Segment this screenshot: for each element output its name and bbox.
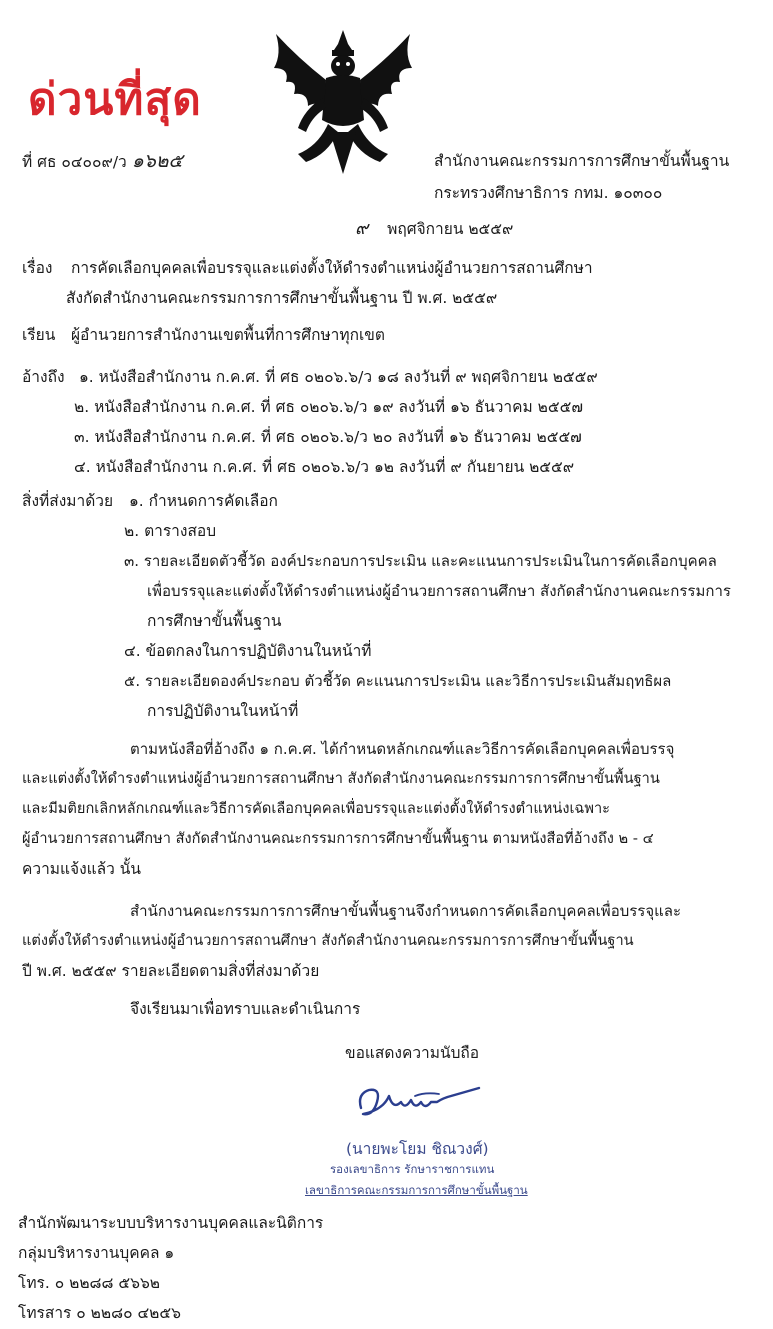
- enclosure-line-1: [22, 492, 278, 511]
- document-date: [355, 218, 513, 240]
- body-paragraph-2-line: ปี พ.ศ. ๒๕๕๙ รายละเอียดตามสิ่งที่ส่งมาด้วย: [22, 962, 320, 980]
- garuda-emblem-icon: [268, 28, 418, 176]
- footer-group: กลุ่มบริหารงานบุคคล ๑: [18, 1244, 175, 1262]
- enclosures-label: สิ่งที่ส่งมาด้วย: [22, 492, 114, 510]
- signer-name: (นายพะโยม ชิณวงศ์): [346, 1140, 489, 1158]
- body-paragraph-2-line: แต่งตั้งให้ดำรงตำแหน่งผู้อำนวยการสถานศึกษา สังกัดสำนักงานคณะกรรมการการศึกษาขั้นพื้นฐาน: [22, 932, 634, 949]
- subject-text-1: การคัดเลือกบุคคลเพื่อบรรจุและแต่งตั้งให้ดำรงตำแหน่งผู้อำนวยการสถานศึกษา: [70, 259, 593, 277]
- body-paragraph-1-line: ผู้อำนวยการสถานศึกษา สังกัดสำนักงานคณะกรรมการการศึกษาขั้นพื้นฐาน ตามหนังสือที่อ้างถึง ๒ - ๔: [22, 830, 654, 847]
- reference-item: ๑. หนังสือสำนักงาน ก.ค.ศ. ที่ ศธ ๐๒๐๖.๖/ว ๑๘ ลงวันที่ ๙ พฤศจิกายน ๒๕๕๙: [78, 368, 598, 386]
- footer-phone: โทร. ๐ ๒๒๘๘ ๕๖๖๒: [18, 1274, 161, 1292]
- references-label: อ้างถึง: [22, 368, 65, 386]
- body-paragraph-3: จึงเรียนมาเพื่อทราบและดำเนินการ: [130, 1000, 361, 1018]
- reference-handwritten-number: ๑๖๒๕: [131, 150, 183, 172]
- signer-position: เลขาธิการคณะกรรมการการศึกษาขั้นพื้นฐาน: [305, 1183, 528, 1197]
- footer-fax: โทรสาร ๐ ๒๒๘๐ ๔๒๕๖: [18, 1304, 181, 1322]
- body-paragraph-1-line: และแต่งตั้งให้ดำรงตำแหน่งผู้อำนวยการสถานศึกษา สังกัดสำนักงานคณะกรรมการการศึกษาขั้นพื้นฐาน: [22, 770, 660, 787]
- urgent-stamp: ด่วนที่สุด: [28, 74, 202, 125]
- recipient-line: [22, 326, 385, 345]
- body-paragraph-1-line: ความแจ้งแล้ว นั้น: [22, 860, 141, 878]
- ministry-address: กระทรวงศึกษาธิการ กทม. ๑๐๓๐๐: [434, 184, 663, 202]
- subject-text-2: สังกัดสำนักงานคณะกรรมการการศึกษาขั้นพื้นฐาน ปี พ.ศ. ๒๕๕๙: [66, 289, 498, 307]
- reference-item: ๔. หนังสือสำนักงาน ก.ค.ศ. ที่ ศธ ๐๒๐๖.๖/ว ๑๒ ลงวันที่ ๙ กันยายน ๒๕๕๙: [74, 458, 575, 476]
- recipient-label: เรียน: [22, 326, 56, 344]
- subject-line-1: [22, 259, 593, 278]
- reference-item: ๓. หนังสือสำนักงาน ก.ค.ศ. ที่ ศธ ๐๒๐๖.๖/ว ๒๐ ลงวันที่ ๑๖ ธันวาคม ๒๕๕๗: [74, 428, 582, 446]
- closing-salutation: ขอแสดงความนับถือ: [345, 1044, 480, 1062]
- document-reference-number: [22, 150, 183, 173]
- enclosure-item-continued: เพื่อบรรจุและแต่งตั้งให้ดำรงตำแหน่งผู้อำนวยการสถานศึกษา สังกัดสำนักงานคณะกรรมการ: [147, 582, 731, 600]
- enclosure-item-continued: การศึกษาขั้นพื้นฐาน: [147, 612, 282, 630]
- enclosure-item: ๓. รายละเอียดตัวชี้วัด องค์ประกอบการประเมิน และคะแนนการประเมินในการคัดเลือกบุคคล: [124, 552, 717, 570]
- body-paragraph-1-line: ตามหนังสือที่อ้างถึง ๑ ก.ค.ศ. ได้กำหนดหลักเกณฑ์และวิธีการคัดเลือกบุคคลเพื่อบรรจุ: [130, 740, 675, 758]
- date-month-year: พฤศจิกายน ๒๕๕๙: [387, 220, 514, 238]
- enclosure-item-continued: การปฏิบัติงานในหน้าที่: [147, 702, 299, 720]
- signature-icon: [355, 1080, 485, 1124]
- footer-department: สำนักพัฒนาระบบบริหารงานบุคคลและนิติการ: [18, 1214, 324, 1232]
- enclosure-item: ๕. รายละเอียดองค์ประกอบ ตัวชี้วัด คะแนนการประเมิน และวิธีการประเมินสัมฤทธิผล: [124, 672, 672, 690]
- issuing-office: สำนักงานคณะกรรมการการศึกษาขั้นพื้นฐาน: [434, 152, 730, 170]
- enclosure-item: ๔. ข้อตกลงในการปฏิบัติงานในหน้าที่: [124, 642, 372, 660]
- signer-position: รองเลขาธิการ รักษาราชการแทน: [330, 1162, 495, 1176]
- enclosure-item: ๒. ตารางสอบ: [124, 522, 217, 540]
- reference-line-1: [22, 368, 598, 387]
- body-paragraph-2-line: สำนักงานคณะกรรมการการศึกษาขั้นพื้นฐานจึงกำหนดการคัดเลือกบุคคลเพื่อบรรจุและ: [130, 902, 682, 920]
- enclosure-item: ๑. กำหนดการคัดเลือก: [128, 492, 278, 510]
- body-paragraph-1-line: และมีมติยกเลิกหลักเกณฑ์และวิธีการคัดเลือกบุคคลเพื่อบรรจุและแต่งตั้งให้ดำรงตำแหน่งเฉพาะ: [22, 800, 611, 817]
- recipient-text: ผู้อำนวยการสำนักงานเขตพื้นที่การศึกษาทุกเขต: [70, 326, 385, 344]
- date-handwritten-day: ๙: [355, 218, 369, 239]
- subject-label: เรื่อง: [22, 259, 53, 277]
- reference-prefix: ที่ ศธ ๐๔๐๐๙/ว: [22, 153, 127, 171]
- reference-item: ๒. หนังสือสำนักงาน ก.ค.ศ. ที่ ศธ ๐๒๐๖.๖/ว ๑๙ ลงวันที่ ๑๖ ธันวาคม ๒๕๕๗: [74, 398, 583, 416]
